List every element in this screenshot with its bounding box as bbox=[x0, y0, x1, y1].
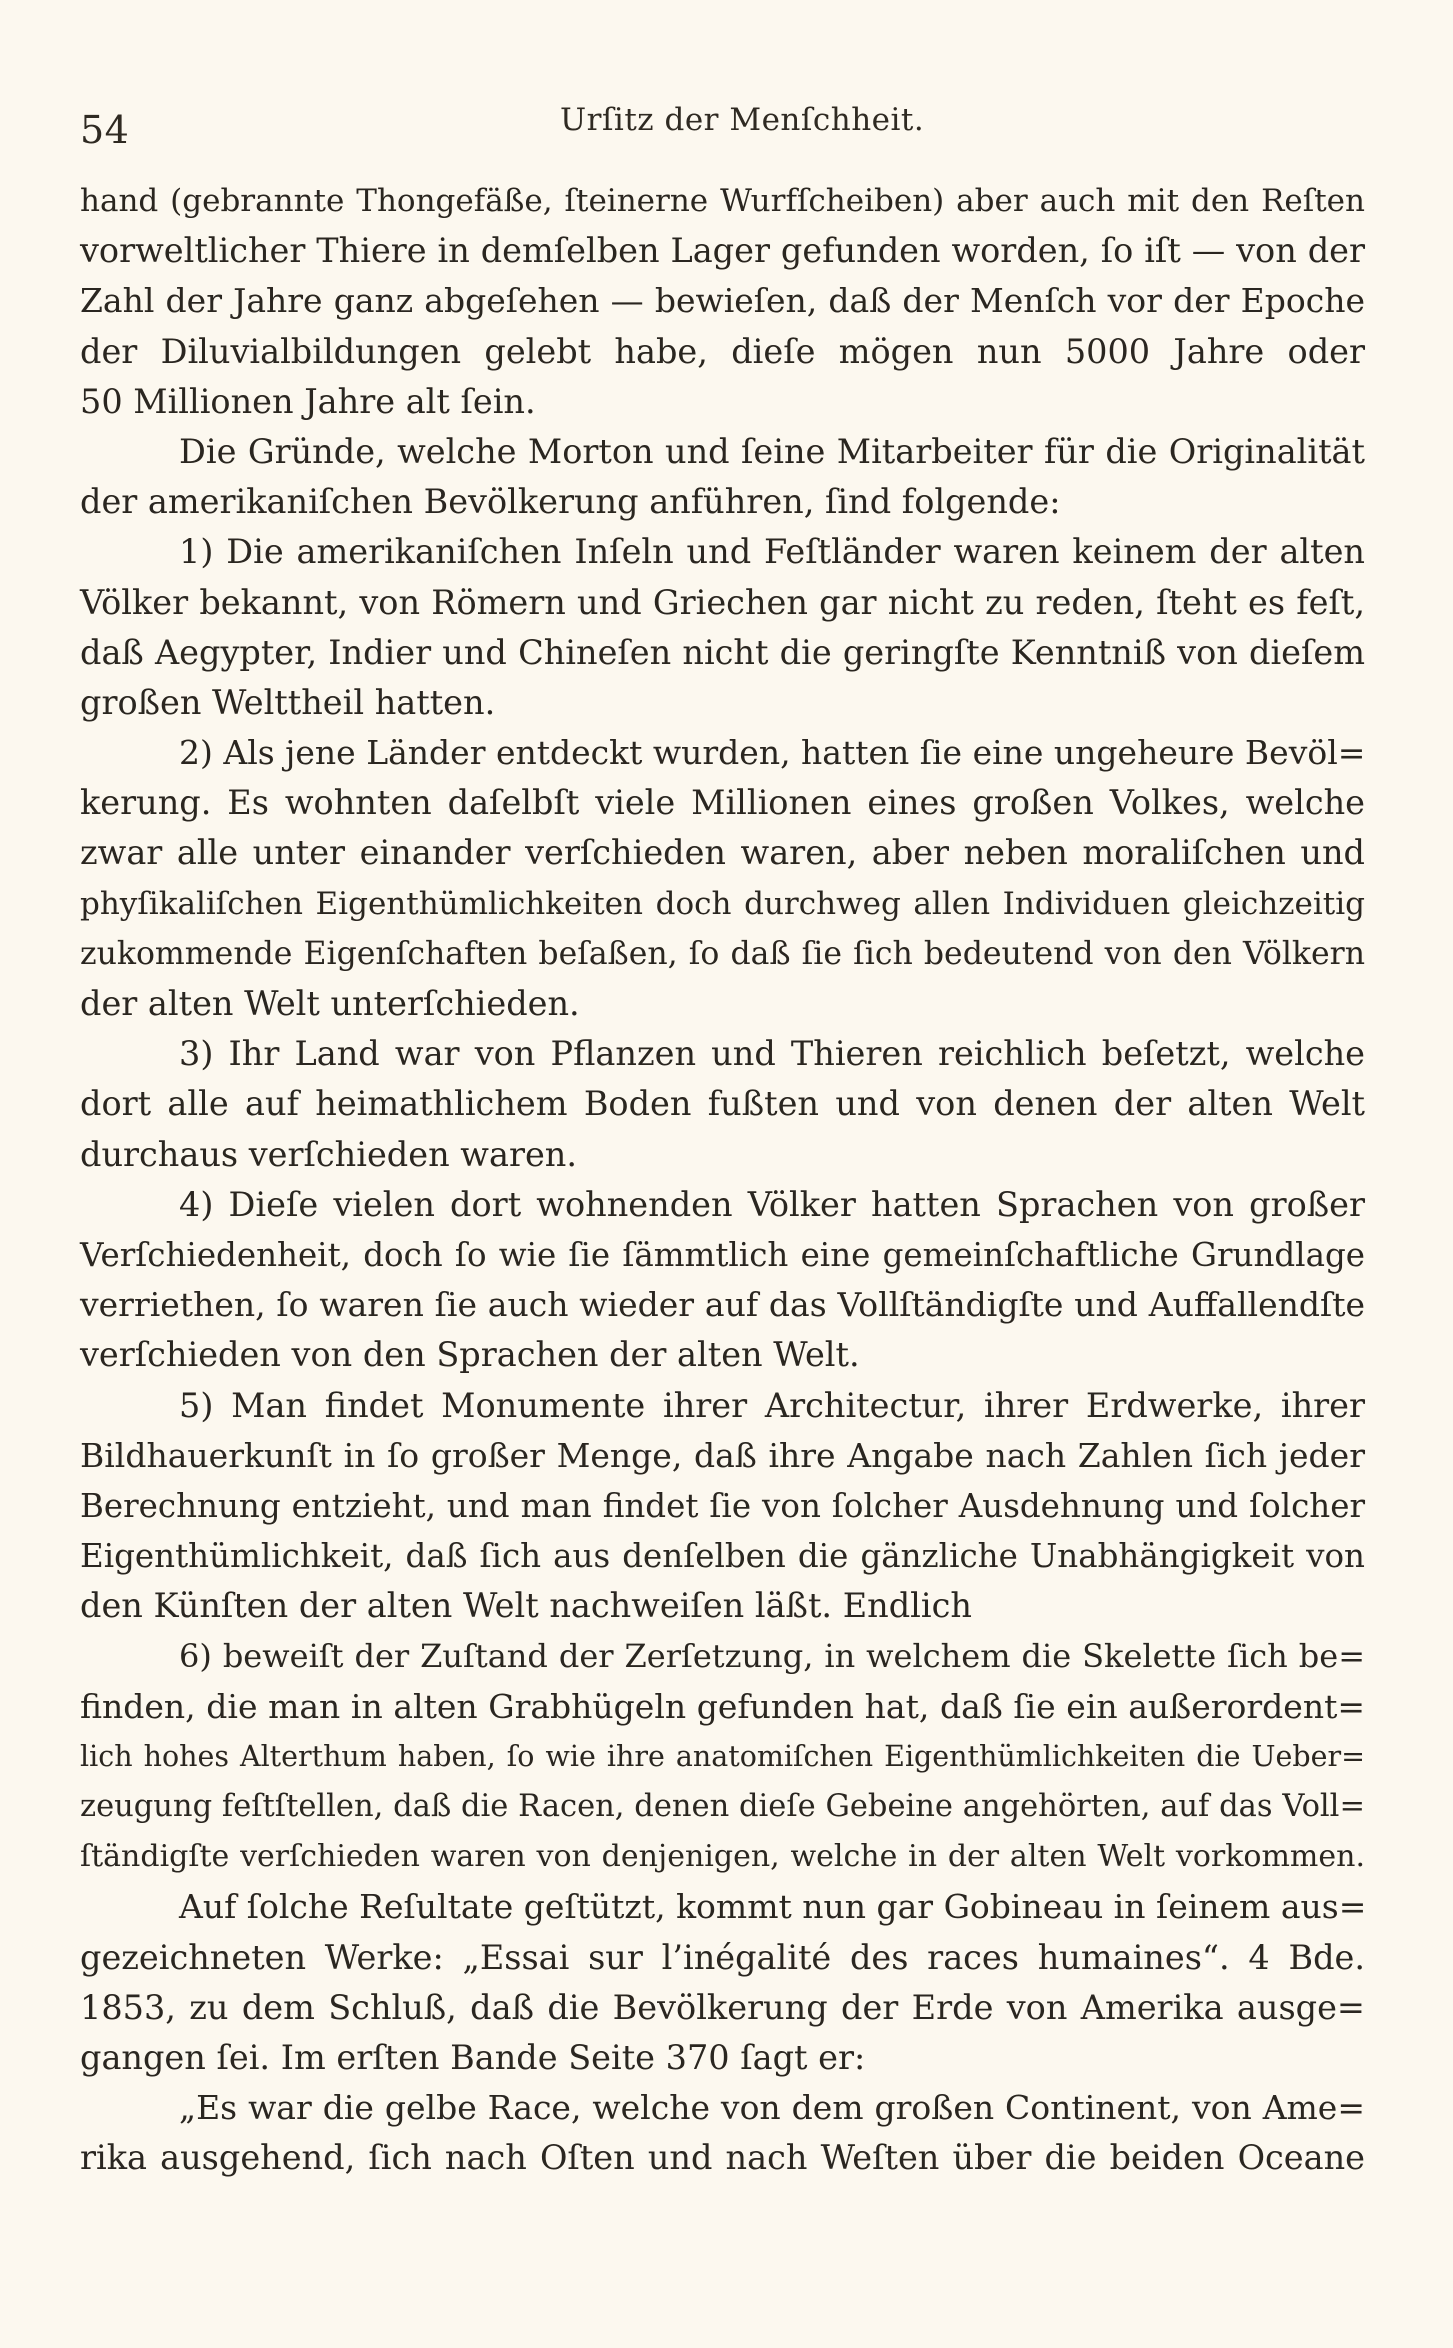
text-line: Völker bekannt, von Römern und Griechen gar nicht zu reden, ſteht es feſt, bbox=[80, 582, 1365, 622]
text-line: zeugung feſtſtellen, daß die Racen, denen dieſe Gebeine angehörten, auf das Voll= bbox=[80, 1789, 1365, 1824]
text-line: rika ausgehend, ſich nach Oſten und nach Weſten über die beiden Oceane bbox=[80, 2138, 1365, 2178]
text-line: der alten Welt unterſchieden. bbox=[80, 984, 580, 1023]
text-line: gezeichneten Werke: „Essai sur l’inégalité des races humaines“. 4 Bde. bbox=[80, 1937, 1365, 1977]
text-line: 1853, zu dem Schluß, daß die Bevölkerung der Erde von Amerika ausge= bbox=[80, 1987, 1365, 2027]
running-head: Urſitz der Menſchheit. bbox=[560, 102, 925, 138]
text-line: hand (gebrannte Thongefäße, ſteinerne Wurfſcheiben) aber auch mit den Reſten bbox=[80, 183, 1365, 219]
text-line: 4) Dieſe vielen dort wohnenden Völker hatten Sprachen von großer bbox=[179, 1184, 1365, 1224]
text-line: Berechnung entzieht, und man findet ſie von ſolcher Ausdehnung und ſolcher bbox=[80, 1486, 1365, 1525]
text-line: verſchieden von den Sprachen der alten Welt. bbox=[80, 1335, 860, 1375]
text-line: verriethen, ſo waren ſie auch wieder auf das Vollſtändigſte und Auffallendſte bbox=[80, 1285, 1365, 1325]
text-line: Verſchiedenheit, doch ſo wie ſie ſämmtlich eine gemeinſchaftliche Grundlage bbox=[80, 1235, 1365, 1274]
text-line: vorweltlicher Thiere in demſelben Lager gefunden worden, ſo iſt — von der bbox=[80, 231, 1365, 271]
text-line: daß Aegypter, Indier und Chineſen nicht die geringſte Kenntniß von dieſem bbox=[80, 632, 1365, 672]
text-line: 6) beweiſt der Zuſtand der Zerſetzung, in welchem die Skelette ſich be= bbox=[179, 1637, 1365, 1676]
text-line: gangen ſei. Im erſten Bande Seite 370 ſagt er: bbox=[80, 2037, 866, 2077]
text-line: durchaus verſchieden waren. bbox=[80, 1134, 578, 1174]
text-line: Bildhauerkunſt in ſo großer Menge, daß ihre Angabe nach Zahlen ſich jeder bbox=[80, 1435, 1365, 1475]
text-line: der amerikaniſchen Bevölkerung anführen, ſind folgende: bbox=[80, 482, 1061, 522]
text-line: Zahl der Jahre ganz abgeſehen — bewieſen, daß der Menſch vor der Epoche bbox=[80, 281, 1365, 321]
page-number: 54 bbox=[80, 108, 130, 152]
text-line: Eigenthümlichkeit, daß ſich aus denſelben die gänzliche Unabhängigkeit von bbox=[80, 1537, 1365, 1576]
text-line: lich hohes Alterthum haben, ſo wie ihre anatomiſchen Eigenthümlichkeiten die Ueber= bbox=[80, 1739, 1365, 1773]
text-line: ſtändigſte verſchieden waren von denjenigen, welche in der alten Welt vorkommen. bbox=[80, 1839, 1365, 1875]
text-line: 2) Als jene Länder entdeckt wurden, hatten ſie eine ungeheure Bevöl= bbox=[179, 733, 1366, 773]
page-header bbox=[80, 100, 1360, 160]
text-line: 3) Ihr Land war von Pflanzen und Thieren reichlich beſetzt, welche bbox=[179, 1034, 1365, 1074]
text-line: großen Welttheil hatten. bbox=[80, 682, 496, 722]
text-line: kerung. Es wohnten daſelbſt viele Millionen eines großen Volkes, welche bbox=[80, 783, 1365, 823]
text-line: den Künſten der alten Welt nachweiſen läßt. Endlich bbox=[80, 1586, 972, 1626]
text-line: Auf ſolche Reſultate geſtützt, kommt nun gar Gobineau in ſeinem aus= bbox=[179, 1887, 1367, 1927]
text-line: zwar alle unter einander verſchieden waren, aber neben moraliſchen und bbox=[80, 833, 1365, 873]
text-line: dort alle auf heimathlichem Boden fußten und von denen der alten Welt bbox=[80, 1084, 1365, 1124]
text-line: 1) Die amerikaniſchen Inſeln und Feſtländer waren keinem der alten bbox=[179, 532, 1365, 572]
body-text bbox=[80, 176, 1365, 2184]
text-line: finden, die man in alten Grabhügeln gefunden hat, daß ſie ein außerordent= bbox=[80, 1686, 1365, 1726]
text-line: zukommende Eigenſchaften beſaßen, ſo daß ſie ſich bedeutend von den Völkern bbox=[80, 935, 1365, 972]
text-line: „Es war die gelbe Race, welche von dem großen Continent, von Ame= bbox=[179, 2088, 1365, 2128]
text-line: der Diluvialbildungen gelebt habe, dieſe mögen nun 5000 Jahre oder bbox=[80, 331, 1365, 371]
text-line: phyſikaliſchen Eigenthümlichkeiten doch durchweg allen Individuen gleichzeitig bbox=[80, 885, 1365, 922]
text-line: 50 Millionen Jahre alt ſein. bbox=[80, 381, 536, 421]
text-line: Die Gründe, welche Morton und ſeine Mitarbeiter für die Originalität bbox=[179, 431, 1365, 471]
text-line: 5) Man findet Monumente ihrer Architectur, ihrer Erdwerke, ihrer bbox=[179, 1385, 1365, 1425]
